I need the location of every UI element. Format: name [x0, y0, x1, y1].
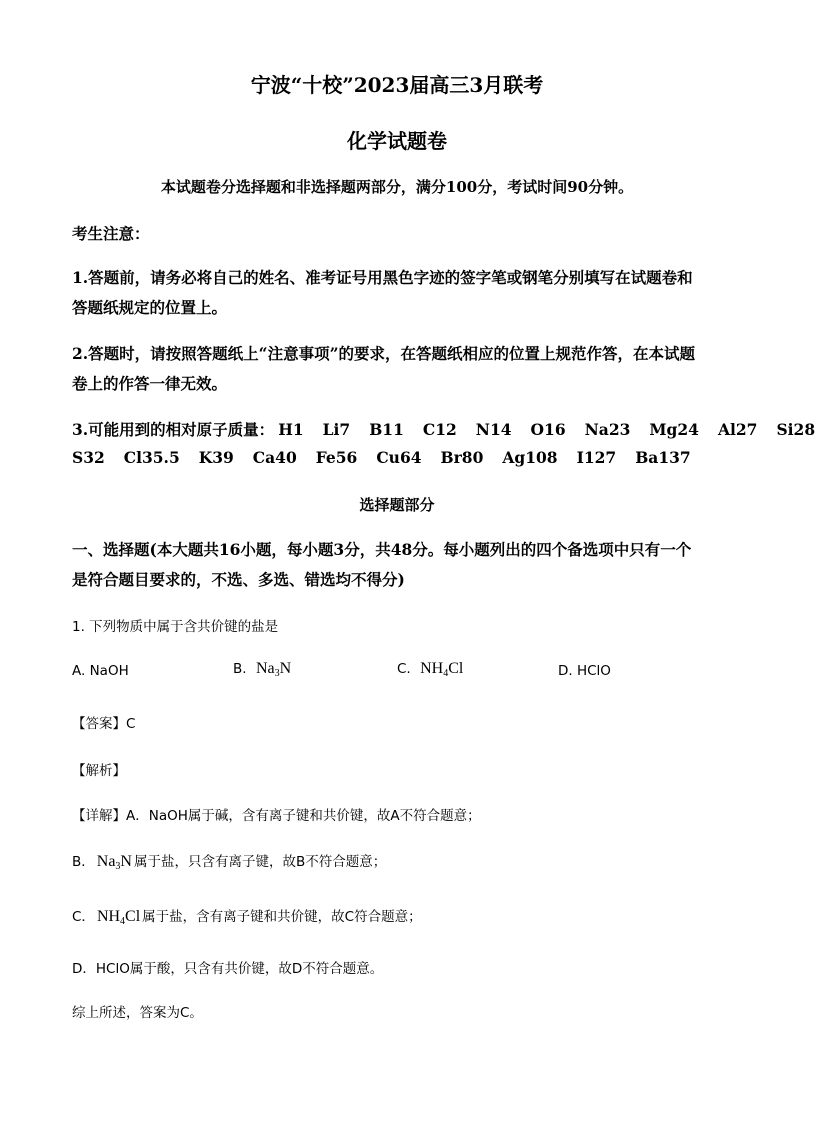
atomic-mass: Ba137 [635, 448, 691, 467]
formula-subscript: 3 [115, 861, 121, 872]
option-c [397, 660, 463, 678]
analysis-detail-a: 【详解】A．NaOH属于碱，含有离子键和共价键，故A不符合题意； [72, 808, 481, 824]
analysis-detail-c [72, 905, 422, 926]
formula-part: N [279, 660, 292, 677]
formula-part: N [120, 853, 132, 870]
atomic-mass: K39 [198, 448, 234, 467]
detail-c-suffix: 属于盐，含有离子键和共价键，故C符合题意； [142, 909, 422, 925]
atomic-mass: Cl35.5 [123, 448, 180, 467]
analysis-detail-d: D．HClO属于酸，只含有共价键，故D不符合题意。 [72, 961, 384, 977]
detail-b-suffix: 属于盐，只含有离子键，故B不符合题意； [133, 854, 387, 870]
answer-label: 【答案】C [72, 716, 136, 732]
notice-heading: 考生注意： [72, 224, 150, 243]
option-c-formula [420, 660, 463, 677]
option-a: A. NaOH [72, 663, 129, 679]
notice-item-1-line-2: 答题纸规定的位置上。 [72, 298, 228, 317]
option-d: D. HClO [558, 663, 611, 679]
detail-c-prefix: C． [72, 909, 95, 925]
atomic-masses-row-1 [72, 418, 834, 440]
atomic-mass: Br80 [440, 448, 484, 467]
atomic-masses-prefix: 3.可能用到的相对原子质量： [72, 420, 275, 439]
option-b-label: B. [233, 661, 247, 677]
formula-part: Na [255, 660, 275, 677]
atomic-mass: H1 [278, 420, 304, 439]
option-b [233, 660, 291, 678]
exam-title: 宁波“十校”2023届高三3月联考 [250, 73, 544, 97]
notice-item-1-line-1: 1.答题前，请务必将自己的姓名、准考证号用黑色字迹的签字笔或钢笔分别填写在试题卷和 [72, 268, 693, 287]
analysis-conclusion: 综上所述，答案为C。 [72, 1005, 203, 1021]
atomic-mass: Ag108 [502, 448, 558, 467]
formula-part: Cl [125, 908, 141, 925]
atomic-mass: B11 [369, 420, 404, 439]
formula-subscript: 4 [120, 916, 126, 927]
atomic-mass: I127 [576, 448, 617, 467]
atomic-mass: C12 [422, 420, 457, 439]
atomic-mass: Si28 [776, 420, 816, 439]
section-instructions-line-1: 一、选择题(本大题共16小题，每小题3分，共48分。每小题列出的四个备选项中只有一个 [72, 540, 692, 559]
option-c-label: C. [397, 661, 411, 677]
atomic-mass: Na23 [584, 420, 631, 439]
atomic-mass: Fe56 [315, 448, 358, 467]
section-instructions-line-2: 是符合题目要求的，不选、多选、错选均不得分) [72, 570, 405, 589]
atomic-masses-row-2 [72, 448, 710, 467]
detail-c-formula [97, 908, 140, 925]
question-1-stem: 1. 下列物质中属于含共价键的盐是 [72, 619, 279, 635]
option-b-formula [256, 660, 291, 677]
atomic-mass: Li7 [322, 420, 351, 439]
formula-part: NH [420, 660, 444, 677]
paper-intro: 本试题卷分选择题和非选择题两部分，满分100分，考试时间90分钟。 [160, 178, 634, 196]
formula-part: Cl [448, 660, 464, 677]
formula-subscript: 4 [443, 668, 449, 679]
atomic-mass: Cu64 [376, 448, 422, 467]
section-heading: 选择题部分 [359, 496, 435, 514]
formula-part: Na [96, 853, 116, 870]
atomic-mass: Ca40 [252, 448, 297, 467]
notice-item-2-line-2: 卷上的作答一律无效。 [72, 374, 228, 393]
atomic-mass: Mg24 [649, 420, 699, 439]
atomic-mass: O16 [530, 420, 566, 439]
paper-subtitle: 化学试题卷 [347, 129, 447, 153]
detail-b-prefix: B． [72, 854, 95, 870]
atomic-mass: Al27 [717, 420, 758, 439]
analysis-label: 【解析】 [72, 763, 126, 779]
notice-item-2-line-1: 2.答题时，请按照答题纸上“注意事项”的要求，在答题纸相应的位置上规范作答，在本试题 [72, 344, 696, 363]
detail-b-formula [97, 853, 132, 870]
analysis-detail-b [72, 850, 386, 871]
atomic-mass: N14 [475, 420, 512, 439]
formula-subscript: 3 [274, 668, 280, 679]
formula-part: NH [96, 908, 121, 925]
atomic-mass: S32 [72, 448, 105, 467]
